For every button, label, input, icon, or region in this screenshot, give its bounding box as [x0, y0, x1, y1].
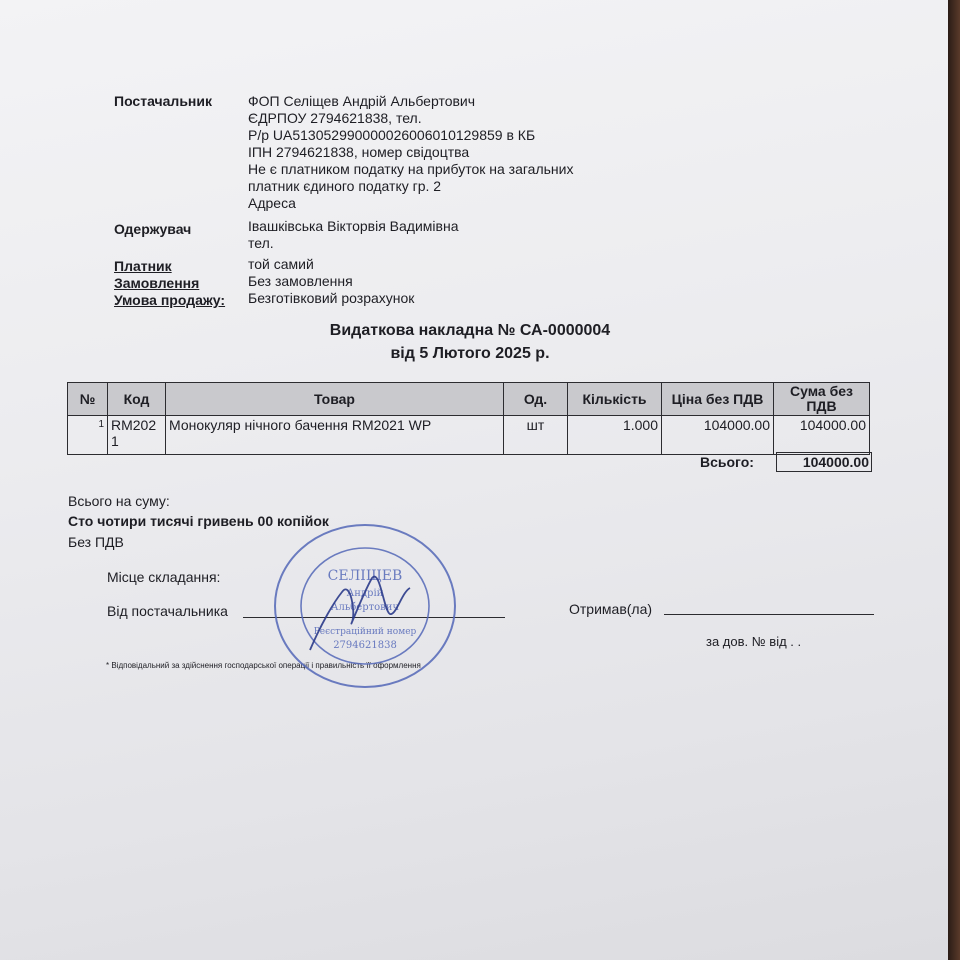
col-header-unit: Од.	[504, 383, 568, 416]
supplier-line: ФОП Селіщев Андрій Альбертович	[248, 93, 476, 109]
payer-value: той самий	[248, 256, 314, 272]
order-label: Замовлення	[114, 275, 200, 291]
row-number: 1	[68, 416, 108, 455]
row-sum: 104000.00	[774, 416, 870, 455]
summary-words: Сто чотири тисячі гривень 00 копійок	[68, 513, 329, 529]
supplier-line: Адреса	[248, 195, 296, 211]
row-quantity: 1.000	[568, 416, 662, 455]
seal-sub1: Андрій	[346, 588, 384, 599]
document-date: від 5 Лютого 2025 р.	[390, 345, 550, 362]
supplier-label: Постачальник	[114, 93, 212, 109]
terms-label: Умова продажу:	[114, 292, 226, 308]
place-label: Місце складання:	[107, 569, 221, 585]
recipient-line: Івашківська Вікторвія Вадимівна	[248, 218, 459, 234]
supplier-line: Р/р UA513052990000026006010129859 в КБ	[248, 127, 536, 143]
supplier-line: платник єдиного податку гр. 2	[248, 178, 442, 194]
row-item: Монокуляр нічного бачення RM2021 WP	[166, 416, 504, 455]
seal-stamp	[272, 522, 462, 692]
col-header-code: Код	[108, 383, 166, 416]
payer-label: Платник	[114, 258, 172, 274]
table-row	[68, 416, 870, 455]
table-surface-edge	[948, 0, 960, 960]
col-header-item: Товар	[166, 383, 504, 416]
col-header-number: №	[68, 383, 108, 416]
recipient-label: Одержувач	[114, 221, 192, 237]
seal-code: 2794621838	[333, 640, 397, 651]
order-value: Без замовлення	[248, 273, 353, 289]
supplier-line: ЄДРПОУ 2794621838, тел.	[248, 110, 422, 126]
seal-name: СЕЛІЩЕВ	[327, 568, 403, 584]
total-label: Всього:	[700, 454, 754, 470]
col-header-sum: Сума без ПДВ	[774, 383, 870, 416]
seal-reg: Реєстраційний номер	[313, 627, 417, 637]
terms-value: Безготівковий розрахунок	[248, 290, 415, 306]
row-code: RM2021	[108, 416, 166, 455]
items-table	[67, 382, 870, 455]
receiver-signature-line	[664, 614, 874, 615]
proxy-line: за дов. № від . .	[706, 634, 802, 649]
table-header-row	[68, 383, 870, 416]
total-value: 104000.00	[776, 452, 872, 472]
supplier-line: Не є платником податку на прибуток на загальних	[248, 161, 574, 177]
col-header-quantity: Кількість	[568, 383, 662, 416]
row-price: 104000.00	[662, 416, 774, 455]
footnote: * Відповідальний за здійснення господарської операції і правильність її оформлення	[106, 661, 421, 670]
row-unit: шт	[504, 416, 568, 455]
summary-label: Всього на суму:	[68, 493, 170, 509]
from-supplier-label: Від постачальника	[107, 603, 228, 619]
supplier-line: ІПН 2794621838, номер свідоцтва	[248, 144, 470, 160]
seal-sub2: Альбертович	[330, 602, 400, 613]
col-header-price: Ціна без ПДВ	[662, 383, 774, 416]
document-title: Видаткова накладна № СА-0000004	[329, 322, 611, 339]
received-label: Отримав(ла)	[569, 601, 653, 617]
summary-vat: Без ПДВ	[68, 534, 124, 550]
recipient-line: тел.	[248, 235, 274, 251]
